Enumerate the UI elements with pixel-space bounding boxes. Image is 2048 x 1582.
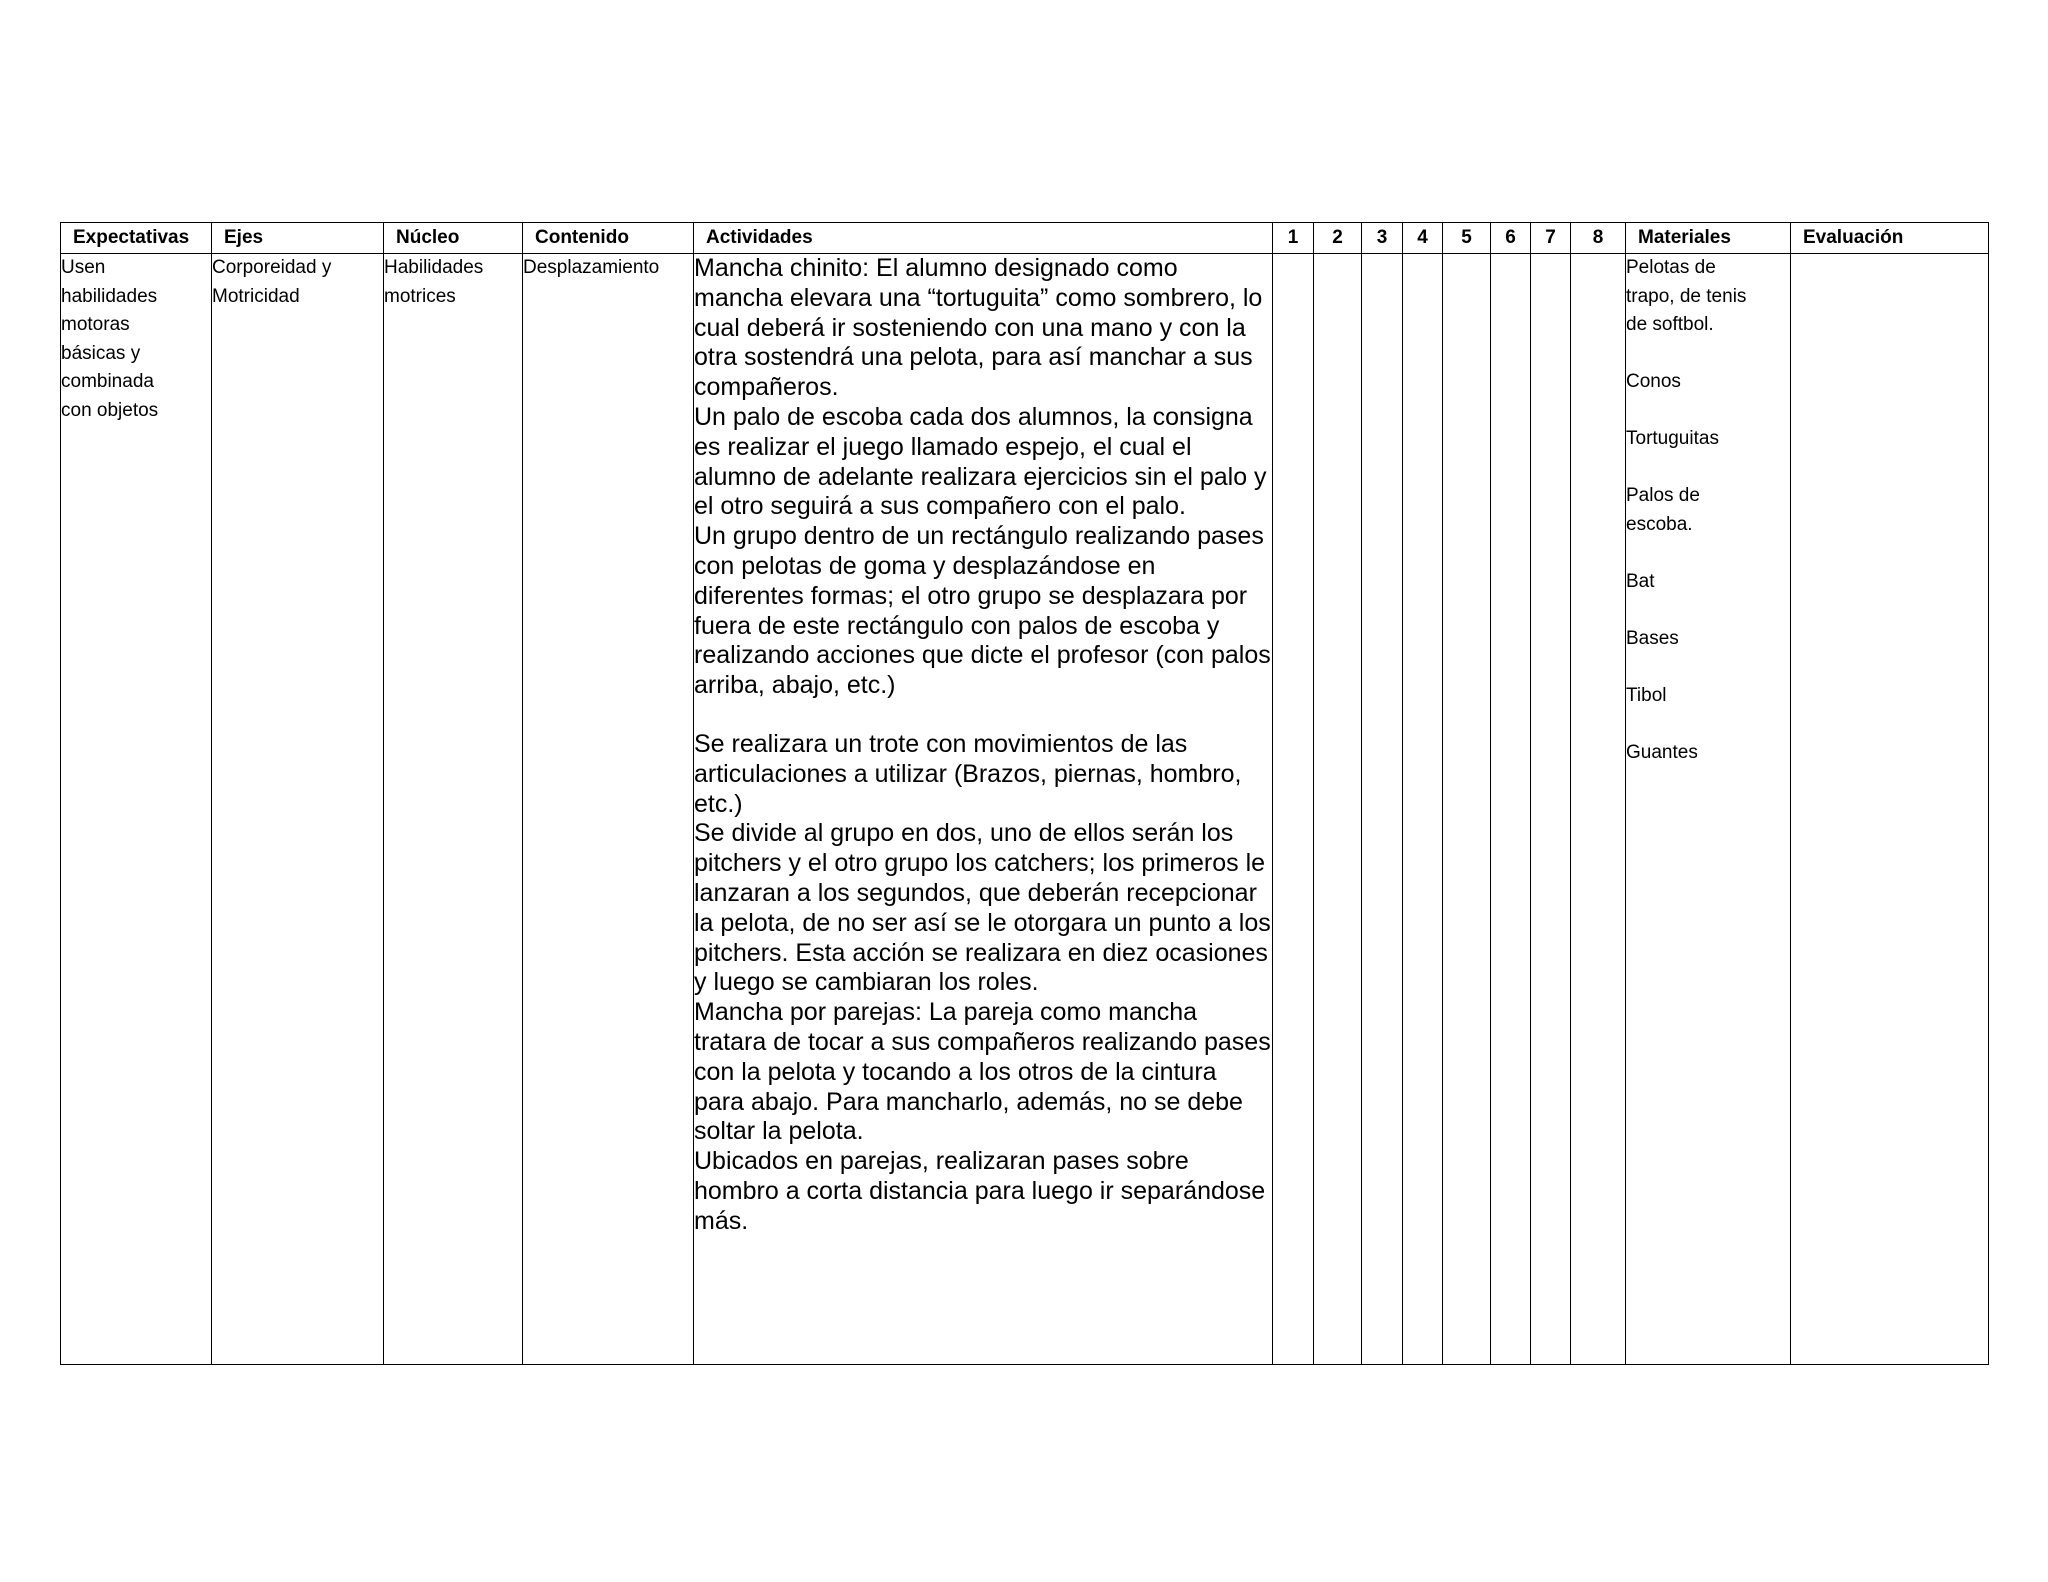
cell-ejes — [212, 254, 384, 1365]
header-materiales: Materiales — [1626, 223, 1791, 254]
material-item: Bases — [1626, 627, 1679, 649]
activity-paragraph: Se realizara un trote con movimientos de las articulaciones a utilizar (Brazos, piernas, hombro, etc.) — [694, 729, 1242, 818]
material-item: Pelotas de trapo, de tenis de softbol. — [1626, 257, 1747, 335]
material-item: Guantes — [1626, 741, 1698, 763]
cell-evaluacion — [1791, 254, 1989, 1365]
cell-week-2 — [1314, 254, 1362, 1365]
activity-paragraph: Mancha chinito: El alumno designado como mancha elevara una “tortuguita” como sombrero, lo cual deberá ir sosteniendo con una mano y con la otra sostendrá una pelota, para así manchar a sus compañeros. — [694, 254, 1263, 402]
cell-materiales — [1626, 254, 1791, 1365]
activity-paragraph: Mancha por parejas: La pareja como mancha tratara de tocar a sus compañeros realizando pases con la pelota y tocando a los otros de la cintura para abajo. Para mancharlo, además, no se debe soltar la pelota. — [694, 998, 1271, 1146]
header-week-1: 1 — [1273, 223, 1314, 254]
material-item: Tortuguitas — [1626, 428, 1719, 449]
cell-week-6 — [1491, 254, 1531, 1365]
header-week-3: 3 — [1362, 223, 1403, 254]
cell-week-4 — [1403, 254, 1443, 1365]
header-week-4: 4 — [1403, 223, 1443, 254]
nucleo-text: Habilidades motrices — [384, 257, 484, 307]
material-item: Conos — [1626, 371, 1681, 392]
activity-paragraph: Un palo de escoba cada dos alumnos, la consigna es realizar el juego llamado espejo, el cual el alumno de adelante realizara ejercicios sin el palo y el otro seguirá a sus compañero con el palo. — [694, 402, 1267, 521]
cell-week-5 — [1443, 254, 1491, 1365]
material-item: Palos de escoba. — [1626, 485, 1700, 535]
header-week-8: 8 — [1571, 223, 1626, 254]
header-week-7: 7 — [1531, 223, 1571, 254]
cell-nucleo — [384, 254, 523, 1365]
activity-paragraph: Se divide al grupo en dos, uno de ellos serán los pitchers y el otro grupo los catchers; los primeros le lanzaran a los segundos, que deberán recepcionar la pelota, de no ser así se le otorgara un punto a los pitchers. Esta acción se realizara en diez ocasiones y luego se cambiaran los roles. — [694, 819, 1271, 997]
header-contenido: Contenido — [523, 223, 694, 254]
header-ejes: Ejes — [212, 223, 384, 254]
cell-contenido — [523, 254, 694, 1365]
table-row — [61, 254, 1989, 1365]
header-row — [61, 223, 1989, 254]
planning-table — [60, 222, 1989, 1365]
activity-paragraph: Ubicados en parejas, realizaran pases sobre hombro a corta distancia para luego ir separándose más. — [694, 1147, 1266, 1235]
header-nucleo: Núcleo — [384, 223, 523, 254]
cell-week-3 — [1362, 254, 1403, 1365]
ejes-text: Corporeidad y Motricidad — [212, 257, 332, 307]
expectativas-text: Usen habilidades motoras básicas y combinada con objetos — [61, 257, 159, 421]
cell-actividades — [694, 254, 1273, 1365]
cell-expectativas — [61, 254, 212, 1365]
header-week-5: 5 — [1443, 223, 1491, 254]
header-evaluacion: Evaluación — [1791, 223, 1989, 254]
activity-paragraph: Un grupo dentro de un rectángulo realizando pases con pelotas de goma y desplazándose en diferentes formas; el otro grupo se desplazara por fuera de este rectángulo con palos de escoba y realizando acciones que dicte el profesor (con palos arriba, abajo, etc.) — [694, 522, 1271, 700]
material-item: Bat — [1626, 570, 1655, 592]
cell-week-7 — [1531, 254, 1571, 1365]
material-item: Tibol — [1626, 684, 1667, 706]
cell-week-8 — [1571, 254, 1626, 1365]
cell-week-1 — [1273, 254, 1314, 1365]
header-actividades: Actividades — [694, 223, 1273, 254]
contenido-text: Desplazamiento — [523, 257, 660, 278]
header-expectativas: Expectativas — [61, 223, 212, 254]
header-week-2: 2 — [1314, 223, 1362, 254]
header-week-6: 6 — [1491, 223, 1531, 254]
